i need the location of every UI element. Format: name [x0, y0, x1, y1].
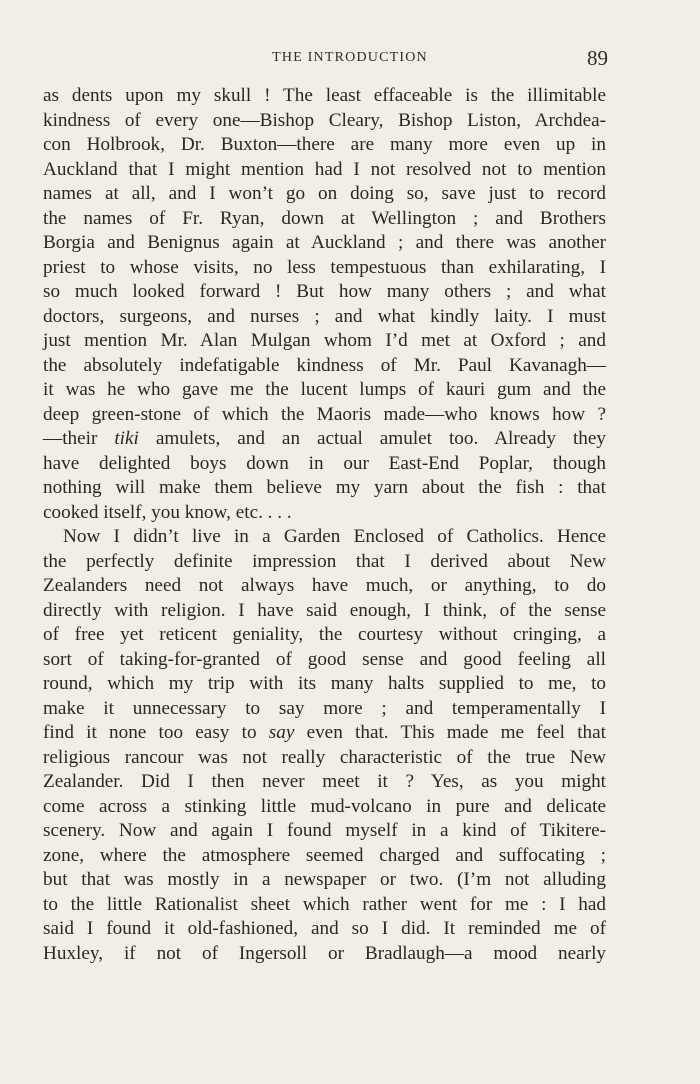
text-line: zone, where the atmosphere seemed charged and suffocating ; [43, 844, 606, 866]
italic-word: tiki [114, 428, 139, 449]
text-line: —their tiki amulets, and an actual amulet too. Already they [43, 428, 606, 449]
text-line: the absolutely indefatigable kindness of Mr. Paul Kavanagh— [43, 354, 606, 376]
text-line: as dents upon my skull ! The least effaceable is the illimitable [43, 85, 606, 106]
text-line: Zealanders need not always have much, or anything, to do [43, 575, 606, 596]
text-line: make it unnecessary to say more ; and temperamentally I [43, 697, 606, 719]
running-head [0, 46, 700, 72]
text-line: con Holbrook, Dr. Buxton—there are many more even up in [43, 134, 606, 155]
text-line: Borgia and Benignus again at Auckland ; and there was another [43, 232, 606, 253]
text-line: deep green-stone of which the Maoris made—who knows how ? [43, 403, 606, 425]
text-line: of free yet reticent geniality, the courtesy without cringing, a [43, 624, 606, 645]
text-line: Auckland that I might mention had I not resolved not to mention [43, 158, 606, 180]
text-line: the names of Fr. Ryan, down at Wellington ; and Brothers [43, 207, 606, 229]
page-number: 89 [587, 46, 608, 70]
text-line: round, which my trip with its many halts supplied to me, to [43, 673, 606, 694]
text-line: directly with religion. I have said enough, I think, of the sense [43, 599, 606, 621]
text-line: the perfectly definite impression that I derived about New [43, 550, 606, 572]
text-line: but that was mostly in a newspaper or two. (I’m not alluding [43, 869, 606, 890]
text-line: priest to whose visits, no less tempestuous than exhilarating, I [43, 256, 606, 278]
running-title: THE INTRODUCTION [272, 50, 428, 65]
text-line: just mention Mr. Alan Mulgan whom I’d met at Oxford ; and [43, 330, 606, 351]
text-line: scenery. Now and again I found myself in a kind of Tikitere- [43, 820, 606, 841]
text-line: come across a stinking little mud-volcano in pure and delicate [43, 795, 606, 817]
text-line: find it none too easy to say even that. This made me feel that [43, 722, 606, 743]
italic-word: say [268, 722, 295, 743]
text-line: have delighted boys down in our East-End Poplar, though [43, 452, 606, 474]
text-line: Now I didn’t live in a Garden Enclosed of Catholics. Hence [63, 526, 606, 547]
text-line: said I found it old-fashioned, and so I did. It reminded me of [43, 918, 606, 939]
text-line: sort of taking-for-granted of good sense and good feeling all [43, 648, 606, 670]
text-line: Zealander. Did I then never meet it ? Yes, as you might [43, 771, 606, 792]
text-line: names at all, and I won’t go on doing so, save just to record [43, 183, 606, 204]
text-line: so much looked forward ! But how many others ; and what [43, 281, 606, 302]
text-line: it was he who gave me the lucent lumps of kauri gum and the [43, 379, 606, 400]
body-text [43, 84, 606, 966]
text-line: kindness of every one—Bishop Cleary, Bishop Liston, Archdea- [43, 109, 606, 131]
text-line: cooked itself, you know, etc. . . . [43, 501, 292, 523]
text-line: doctors, surgeons, and nurses ; and what kindly laity. I must [43, 305, 606, 327]
text-line: to the little Rationalist sheet which rather went for me : I had [43, 893, 606, 915]
text-line: Huxley, if not of Ingersoll or Bradlaugh—a mood nearly [43, 942, 606, 964]
text-line: religious rancour was not really characteristic of the true New [43, 746, 606, 768]
text-line: nothing will make them believe my yarn about the fish : that [43, 477, 606, 498]
